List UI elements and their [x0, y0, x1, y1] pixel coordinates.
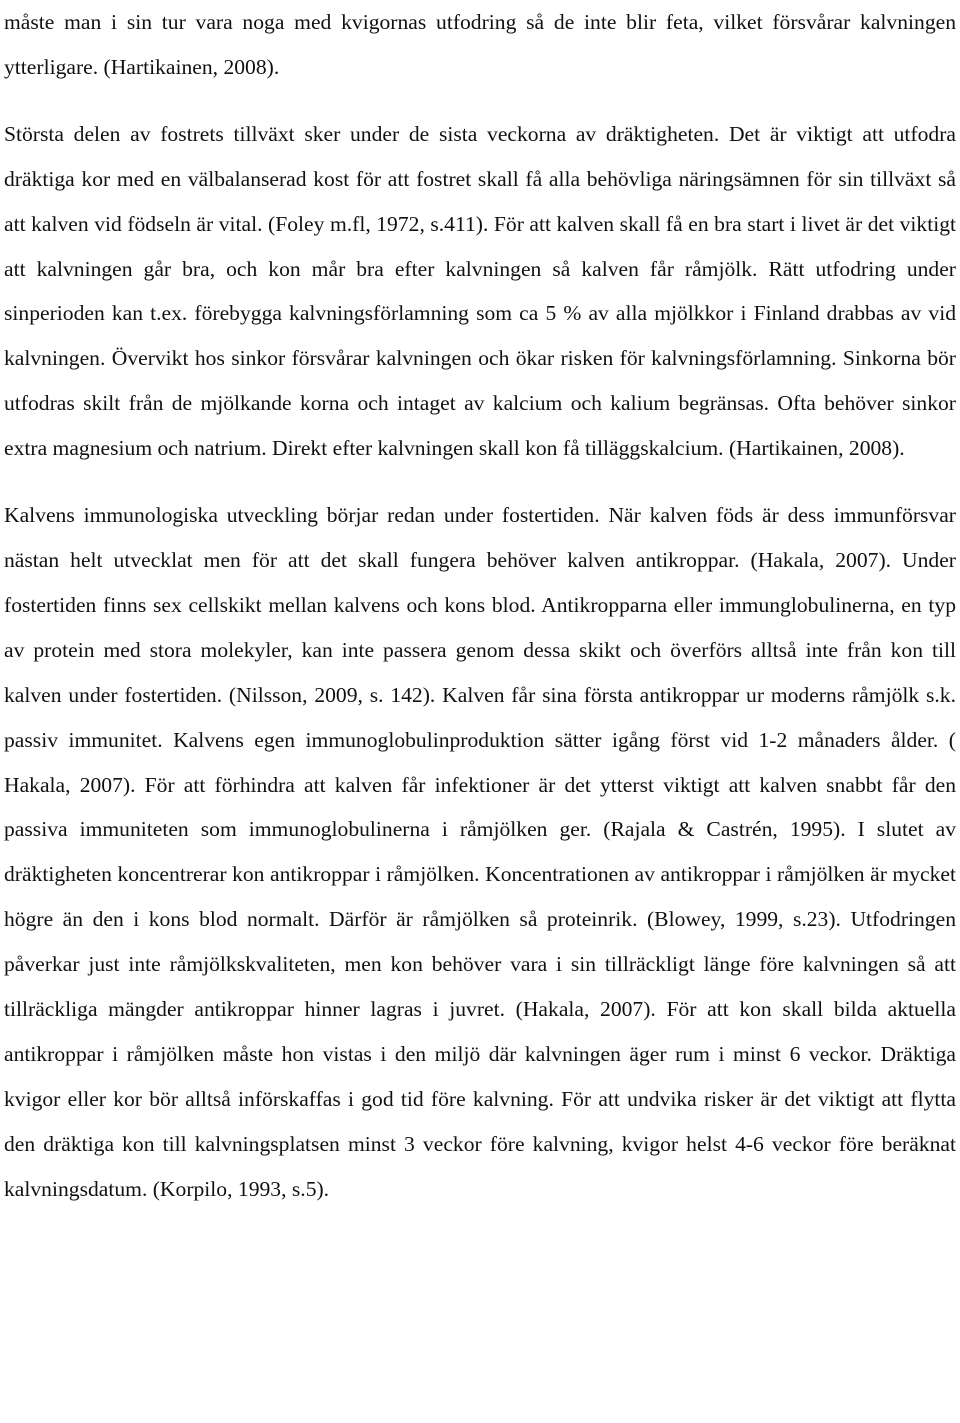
- document-page: [4, 0, 956, 1212]
- paragraph-fetal-growth: Största delen av fostrets tillväxt sker under de sista veckorna av dräktigheten. Det är viktigt att utfodra dräktiga kor med en välbalanserad kost för att fostret skall få alla behövliga näringsämnen för sin tillväxt så att kalven vid födseln är vital. (Foley m.fl, 1972, s.411). För att kalven skall få en bra start i livet är det viktigt att kalvningen går bra, och kon mår bra efter kalvningen så kalven får råmjölk. Rätt utfodring under sinperioden kan t.ex. förebygga kalvningsförlamning som ca 5 % av alla mjölkkor i Finland drabbas av vid kalvningen. Övervikt hos sinkor försvårar kalvningen och ökar risken för kalvningsförlamning. Sinkorna bör utfodras skilt från de mjölkande korna och intaget av kalcium och kalium begränsas. Ofta behöver sinkor extra magnesium och natrium. Direkt efter kalvningen skall kon få tilläggskalcium. (Hartikainen, 2008).: [4, 121, 956, 461]
- paragraph-spacer: [4, 90, 956, 112]
- paragraph-continuation: måste man i sin tur vara noga med kvigornas utfodring så de inte blir feta, vilket försvårar kalvningen ytterligare. (Hartikainen, 2008).: [4, 10, 956, 79]
- paragraph-immunology: Kalvens immunologiska utveckling börjar redan under fostertiden. När kalven föds är dess immunförsvar nästan helt utvecklat men för att det skall fungera behöver kalven antikroppar. (Hakala, 2007). Under fostertiden finns sex cellskikt mellan kalvens och kons blod. Antikropparna eller immunglobulinerna, en typ av protein med stora molekyler, kan inte passera genom dessa skikt och överförs alltså inte från kon till kalven under fostertiden. (Nilsson, 2009, s. 142). Kalven får sina första antikroppar ur moderns råmjölk s.k. passiv immunitet. Kalvens egen immunoglobulinproduktion sätter igång först vid 1-2 månaders ålder. ( Hakala, 2007). För att förhindra att kalven får infektioner är det ytterst viktigt att kalven snabbt får den passiva immuniteten som immunoglobulinerna i råmjölken ger. (Rajala & Castrén, 1995). I slutet av dräktigheten koncentrerar kon antikroppar i råmjölken. Koncentrationen av antikroppar i råmjölken är mycket högre än den i kons blod normalt. Därför är råmjölken så proteinrik. (Blowey, 1999, s.23). Utfodringen påverkar just inte råmjölkskvaliteten, men kon behöver vara i sin tillräckligt länge före kalvningen så att tillräckliga mängder antikroppar hinner lagras i juvret. (Hakala, 2007). För att kon skall bilda aktuella antikroppar i råmjölken måste hon vistas i den miljö där kalvningen äger rum i minst 6 veckor. Dräktiga kvigor eller kor bör alltså införskaffas i god tid före kalvning. För att undvika risker är det viktigt att flytta den dräktiga kon till kalvningsplatsen minst 3 veckor före kalvning, kvigor helst 4-6 veckor före beräknat kalvningsdatum. (Korpilo, 1993, s.5).: [4, 503, 956, 1201]
- paragraph-spacer: [4, 471, 956, 493]
